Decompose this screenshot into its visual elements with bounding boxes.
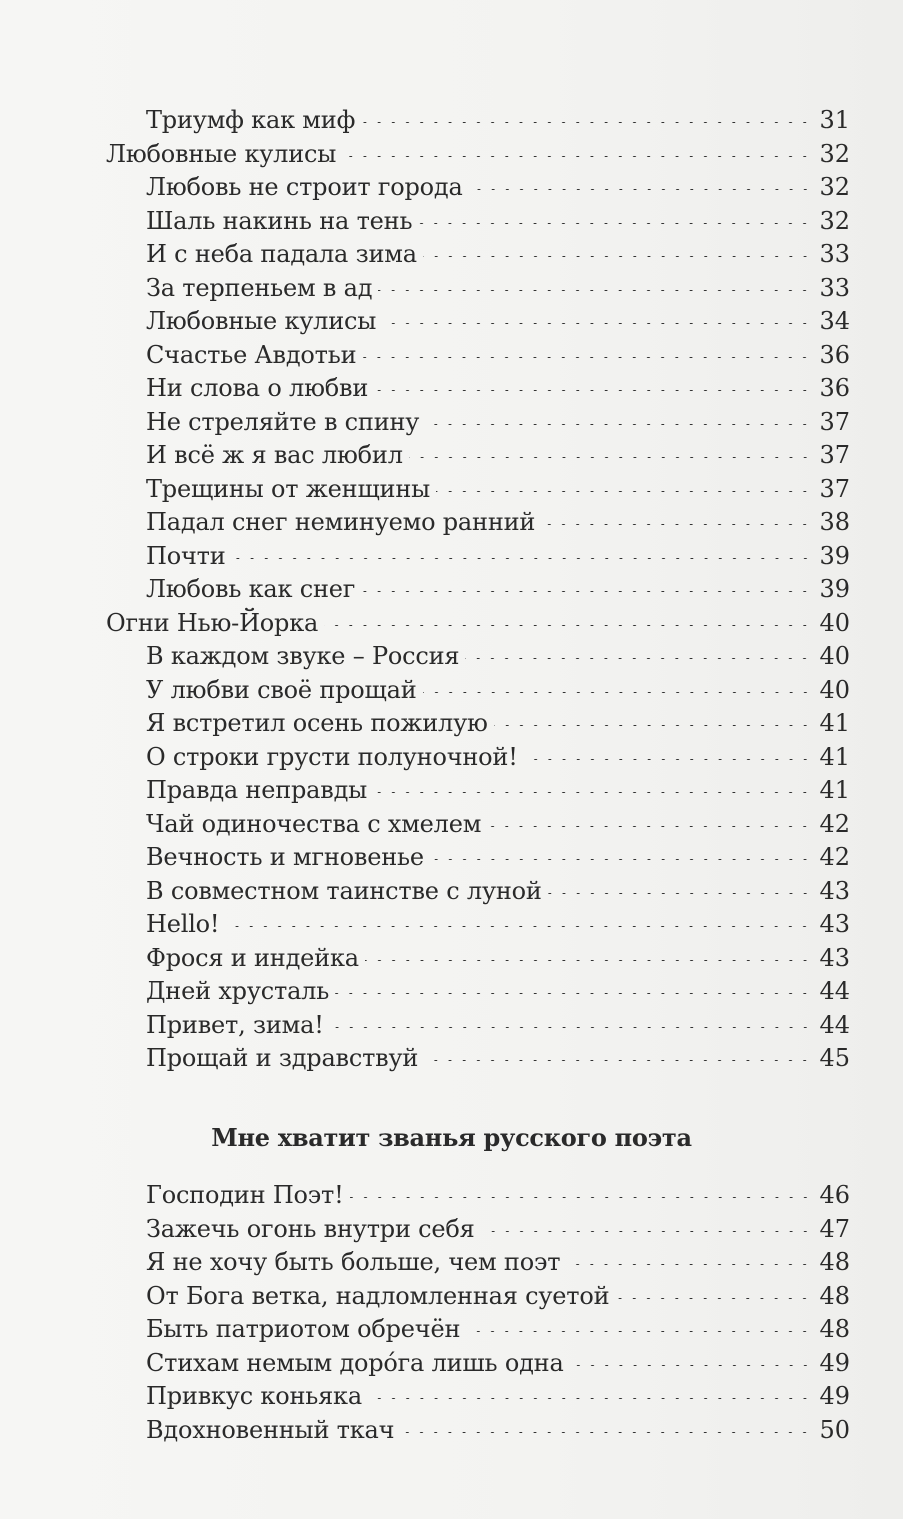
dot-leader — [361, 122, 812, 123]
toc-entry-page-number: 43 — [819, 910, 850, 938]
toc-entry-page-number: 50 — [819, 1415, 850, 1444]
toc-entry-page-number: 48 — [819, 1315, 850, 1343]
toc-entry-title: Господин Поэт! — [146, 1181, 344, 1209]
toc-entry-page-number: 42 — [819, 809, 850, 838]
toc-entry — [0, 1347, 903, 1381]
toc-entry-page-number: 38 — [819, 508, 850, 536]
dot-leader — [232, 558, 812, 559]
toc-entry — [0, 506, 903, 540]
toc-section-entry — [0, 138, 903, 172]
toc-entry — [0, 1414, 903, 1448]
toc-entry — [0, 238, 903, 272]
toc-section-entry — [0, 607, 903, 641]
toc-entry-page-number: 41 — [819, 776, 850, 804]
toc-entry — [0, 1179, 903, 1213]
dot-leader — [368, 1398, 812, 1399]
dot-leader — [342, 156, 812, 157]
dot-leader — [541, 524, 812, 525]
toc-entry-page-number: 41 — [819, 709, 850, 737]
dot-leader — [400, 1432, 812, 1433]
toc-entry-title: И с неба падала зима — [146, 240, 417, 268]
toc-entry-title: Дней хрусталь — [146, 977, 330, 1005]
toc-entry-page-number: 37 — [819, 474, 850, 503]
toc-entry-title: Привкус коньяка — [146, 1382, 362, 1410]
toc-entry-page-number: 44 — [819, 977, 850, 1005]
toc-entry — [0, 1280, 903, 1314]
dot-leader — [373, 792, 812, 793]
toc-entry-page-number: 37 — [819, 441, 850, 469]
toc-entry-title: Я не хочу быть больше, чем поэт — [146, 1248, 561, 1276]
toc-entry-page-number: 46 — [819, 1181, 850, 1209]
dot-leader — [524, 759, 812, 760]
toc-entry-page-number: 33 — [819, 240, 850, 268]
toc-entry-title: Я встретил осень пожилую — [146, 709, 488, 737]
toc-entry — [0, 540, 903, 574]
toc-entry-title: Вдохновенный ткач — [146, 1415, 395, 1444]
dot-leader — [365, 960, 812, 961]
toc-entry-page-number: 40 — [819, 642, 850, 670]
dot-leader — [374, 390, 812, 391]
dot-leader — [548, 893, 812, 894]
dot-leader — [466, 1331, 812, 1332]
toc-entry-page-number: 36 — [819, 340, 850, 369]
toc-entry — [0, 707, 903, 741]
dot-leader — [335, 993, 812, 994]
toc-entry — [0, 171, 903, 205]
section-heading: Мне хватит званья русского поэта — [211, 1123, 692, 1152]
toc-entry — [0, 372, 903, 406]
dot-leader — [324, 625, 812, 626]
table-of-contents-part-1 — [0, 104, 903, 1076]
toc-entry-title: Любовь не строит города — [146, 173, 463, 201]
toc-entry-page-number: 44 — [819, 1010, 850, 1039]
dot-leader — [225, 926, 812, 927]
toc-entry-page-number: 43 — [819, 943, 850, 972]
toc-entry-title: От Бога ветка, надломленная суетой — [146, 1281, 610, 1310]
dot-leader — [436, 491, 812, 492]
toc-entry-page-number: 41 — [819, 742, 850, 771]
toc-entry-page-number: 39 — [819, 541, 850, 570]
dot-leader — [409, 457, 812, 458]
dot-leader — [424, 1060, 812, 1061]
toc-entry — [0, 1213, 903, 1247]
toc-entry-page-number: 36 — [819, 374, 850, 402]
toc-entry-title: Быть патриотом обречён — [146, 1315, 461, 1343]
dot-leader — [425, 424, 812, 425]
dot-leader — [487, 826, 812, 827]
dot-leader — [570, 1365, 812, 1366]
toc-entry — [0, 305, 903, 339]
toc-entry — [0, 406, 903, 440]
toc-entry-page-number: 34 — [819, 307, 850, 335]
toc-entry-title: Счастье Авдотьи — [146, 340, 357, 369]
toc-entry-title: Падал снег неминуемо ранний — [146, 508, 536, 536]
toc-entry-page-number: 48 — [819, 1248, 850, 1276]
dot-leader — [430, 859, 812, 860]
toc-entry-title: Триумф как миф — [146, 106, 356, 134]
toc-entry-title: Правда неправды — [146, 776, 368, 804]
toc-entry-title: В каждом звуке – Россия — [146, 642, 460, 670]
table-of-contents-part-2 — [0, 1179, 903, 1447]
toc-entry-title: О строки грусти полуночной! — [146, 742, 518, 771]
dot-leader — [469, 189, 812, 190]
toc-entry — [0, 975, 903, 1009]
dot-leader — [615, 1298, 812, 1299]
toc-entry-title: У любви своё прощай — [146, 675, 417, 704]
toc-entry-title: Прощай и здравствуй — [146, 1044, 419, 1072]
toc-entry-title: Hello! — [146, 910, 220, 938]
toc-entry — [0, 104, 903, 138]
toc-entry — [0, 1313, 903, 1347]
toc-entry-title: Привет, зима! — [146, 1010, 324, 1039]
toc-entry — [0, 875, 903, 909]
dot-leader — [418, 223, 812, 224]
toc-entry-title: Шаль накинь на тень — [146, 206, 413, 235]
toc-entry-title: И всё ж я вас любил — [146, 441, 403, 469]
toc-entry — [0, 1042, 903, 1076]
toc-entry-title: Трещины от женщины — [146, 474, 431, 503]
toc-entry — [0, 841, 903, 875]
toc-entry-title: За терпеньем в ад — [146, 273, 373, 302]
toc-entry — [0, 573, 903, 607]
dot-leader — [361, 591, 812, 592]
toc-entry-title: Любовь как снег — [146, 575, 356, 603]
toc-entry — [0, 674, 903, 708]
toc-entry — [0, 1009, 903, 1043]
toc-entry-title: Вечность и мгновенье — [146, 843, 424, 871]
dot-leader — [494, 725, 812, 726]
toc-entry-title: В совместном таинстве с луной — [146, 876, 542, 905]
toc-entry — [0, 774, 903, 808]
toc-entry-page-number: 31 — [819, 106, 850, 134]
toc-entry-page-number: 39 — [819, 575, 850, 603]
toc-entry — [0, 272, 903, 306]
dot-leader — [423, 256, 812, 257]
dot-leader — [566, 1264, 812, 1265]
toc-entry-page-number: 37 — [819, 407, 850, 436]
toc-entry-page-number: 42 — [819, 843, 850, 871]
toc-entry — [0, 741, 903, 775]
toc-entry-page-number: 40 — [819, 675, 850, 704]
toc-entry-page-number: 32 — [819, 173, 850, 201]
toc-entry-title: Стихам немым доро́га лишь одна — [146, 1348, 564, 1377]
toc-entry-title: Любовные кулисы — [106, 139, 337, 168]
toc-entry-page-number: 48 — [819, 1281, 850, 1310]
toc-entry — [0, 908, 903, 942]
toc-entry — [0, 473, 903, 507]
toc-entry-page-number: 49 — [819, 1382, 850, 1410]
toc-entry — [0, 808, 903, 842]
dot-leader — [350, 1197, 812, 1198]
toc-entry-title: Зажечь огонь внутри себя — [146, 1214, 475, 1243]
toc-entry-page-number: 49 — [819, 1348, 850, 1377]
toc-entry-title: Любовные кулисы — [146, 307, 377, 335]
dot-leader — [423, 692, 812, 693]
toc-entry-title: Почти — [146, 541, 226, 570]
toc-entry-page-number: 33 — [819, 273, 850, 302]
dot-leader — [481, 1231, 812, 1232]
toc-entry-page-number: 40 — [819, 608, 850, 637]
dot-leader — [378, 290, 812, 291]
toc-entry — [0, 942, 903, 976]
dot-leader — [362, 357, 812, 358]
toc-entry-title: Огни Нью-Йорка — [106, 608, 319, 637]
toc-entry — [0, 339, 903, 373]
toc-entry-page-number: 45 — [819, 1044, 850, 1072]
toc-entry — [0, 205, 903, 239]
toc-entry-title: Не стреляйте в спину — [146, 407, 420, 436]
toc-entry — [0, 1246, 903, 1280]
dot-leader — [330, 1027, 812, 1028]
toc-entry-page-number: 32 — [819, 139, 850, 168]
toc-entry — [0, 439, 903, 473]
toc-entry-title: Фрося и индейка — [146, 943, 359, 972]
toc-entry-title: Чай одиночества с хмелем — [146, 809, 482, 838]
toc-entry — [0, 640, 903, 674]
dot-leader — [465, 658, 812, 659]
toc-entry-page-number: 32 — [819, 206, 850, 235]
toc-entry-page-number: 43 — [819, 876, 850, 905]
toc-entry-title: Ни слова о любви — [146, 374, 369, 402]
toc-entry-page-number: 47 — [819, 1214, 850, 1243]
toc-entry — [0, 1380, 903, 1414]
dot-leader — [382, 323, 812, 324]
